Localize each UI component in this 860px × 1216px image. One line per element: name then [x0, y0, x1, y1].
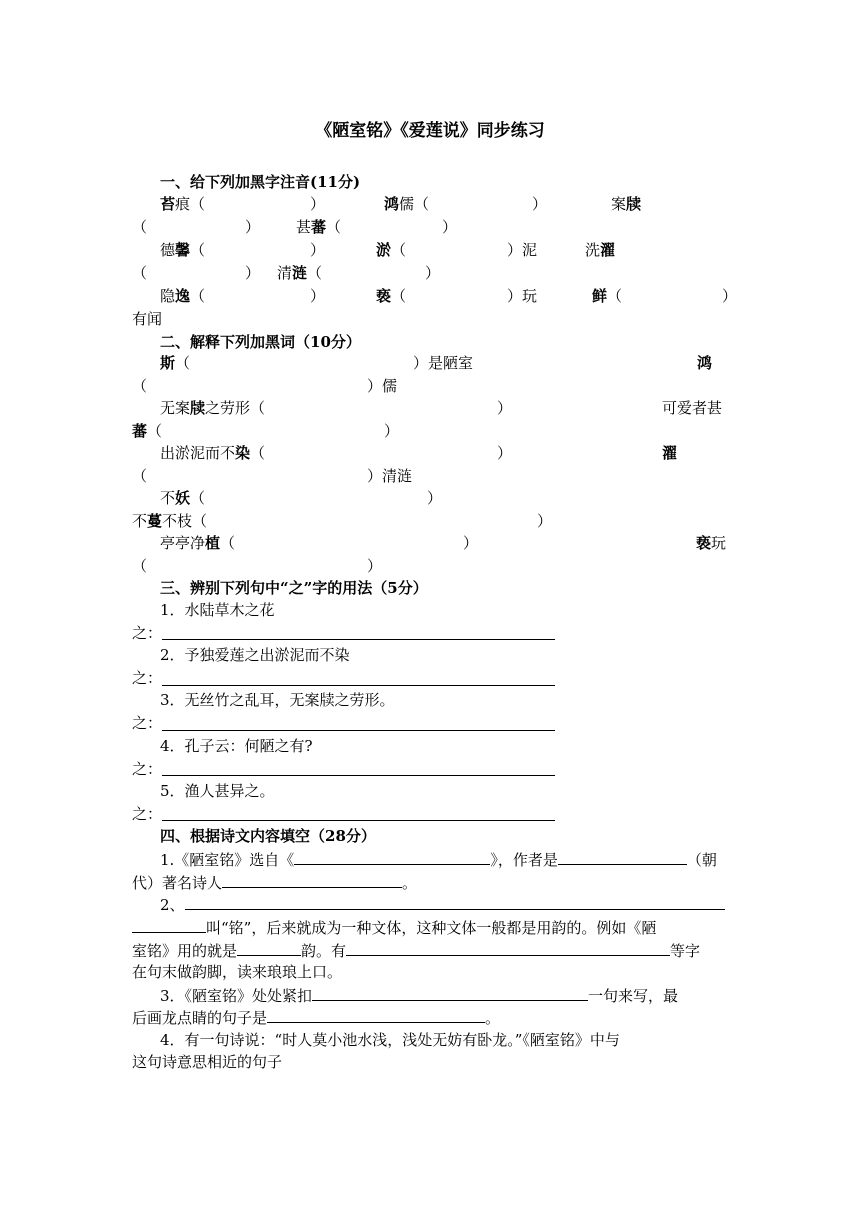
s1-row1: 苔痕（ [160, 195, 206, 213]
blank[interactable] [267, 1007, 485, 1023]
s3-item-4: 4．孔子云：何陋之有? [160, 737, 313, 755]
blank[interactable] [222, 872, 402, 888]
paren: （ [132, 218, 148, 236]
section-3-heading: 三、辨别下列句中“之”字的用法（5分） [160, 579, 428, 597]
blank[interactable] [185, 894, 725, 910]
paren: ） [442, 218, 458, 236]
s1-row1-c: 案牍 [611, 195, 642, 213]
text: ）清涟 [367, 467, 413, 485]
q2-line3: 室铭》用的就是 韵。有 等字 [132, 942, 701, 960]
s1-row3: 德馨（ [160, 241, 206, 259]
text: 亵玩 [696, 534, 727, 552]
s2-row3: 无案牍之劳形（ [160, 399, 266, 417]
paren: ） [310, 287, 326, 305]
s2-row1: 斯（ [160, 354, 191, 372]
answer-line[interactable] [162, 819, 555, 821]
q3-line2: 后画龙点睛的句子是 。 [132, 1009, 501, 1027]
q4-line1: 4．有一句诗说：“时人莫小池水浅，浅处无妨有卧龙。”《陋室铭》中与 [160, 1031, 620, 1049]
paren: ） [497, 399, 513, 417]
s1-row6: 有闻 [132, 310, 163, 328]
text: 可爱者甚 [662, 399, 723, 417]
q3-line1: 3．《陋室铭》处处紧扣 一句来写，最 [160, 987, 679, 1005]
s1-row3-c: 洗濯 [585, 241, 616, 259]
paren: ） [722, 287, 738, 305]
s3-item-5: 5．渔人甚异之。 [160, 782, 275, 800]
text: ）儒 [367, 377, 398, 395]
s1-row5: 隐逸（ [160, 287, 206, 305]
q2-line4: 在句末做韵脚，读来琅琅上口。 [132, 963, 343, 981]
answer-line[interactable] [162, 638, 555, 640]
paren: ）玩 [507, 287, 538, 305]
paren: （ [132, 377, 148, 395]
section-2-heading: 二、解释下列加黑词（10分） [160, 333, 361, 351]
s3-prefix: 之： [132, 760, 163, 778]
q2-line2: 叫“铭”，后来就成为一种文体，这种文体一般都是用韵的。例如《陋 [132, 917, 656, 938]
text: 濯 [662, 444, 678, 462]
q1-line1: 1.《陋室铭》选自《 》，作者是 （朝 [160, 851, 717, 869]
page-title: 《陋室铭》《爱莲说》同步练习 [315, 121, 545, 141]
s2-row8: 不蔓不枝（ [132, 512, 208, 530]
blank[interactable] [346, 940, 670, 956]
answer-line[interactable] [162, 774, 555, 776]
s1-row3-b: 淤（ [376, 241, 407, 259]
paren: ） [537, 512, 553, 530]
q2-line1: 2、 [160, 894, 725, 915]
s1-row1-b: 鸿儒（ [384, 195, 430, 213]
s2-row5: 出淤泥而不染（ [160, 444, 266, 462]
s2-row4: 蕃（ [132, 422, 163, 440]
s2-row7: 不妖（ [160, 489, 206, 507]
s3-item-2: 2．予独爱莲之出淤泥而不染 [160, 646, 350, 664]
paren: ） [463, 534, 479, 552]
s3-prefix: 之： [132, 669, 163, 687]
paren: ） [310, 195, 326, 213]
s1-row4-b: 清涟（ [277, 264, 323, 282]
text: 鸿 [697, 354, 713, 372]
blank[interactable] [132, 917, 206, 933]
s1-row5-b: 亵（ [376, 287, 407, 305]
paren: （ [132, 264, 148, 282]
answer-line[interactable] [162, 729, 555, 731]
s3-prefix: 之： [132, 714, 163, 732]
s3-item-1: 1．水陆草木之花 [160, 601, 275, 619]
paren: ） [427, 489, 443, 507]
blank[interactable] [558, 849, 687, 865]
q4-line2: 这句诗意思相近的句子 [132, 1053, 283, 1071]
section-1-heading: 一、给下列加黑字注音(11分) [160, 173, 361, 191]
paren: ） [497, 444, 513, 462]
paren: （ [132, 467, 148, 485]
s3-prefix: 之： [132, 624, 163, 642]
section-4-heading: 四、根据诗文内容填空（28分） [160, 827, 376, 845]
paren: （ [132, 557, 148, 575]
s3-prefix: 之： [132, 805, 163, 823]
s1-row5-c: 鲜（ [592, 287, 623, 305]
paren: ） [384, 422, 400, 440]
s3-item-3: 3．无丝竹之乱耳，无案牍之劳形。 [160, 691, 395, 709]
paren: ） [367, 557, 383, 575]
paren: ） [245, 264, 261, 282]
s1-row2-b: 甚蕃（ [296, 218, 342, 236]
blank[interactable] [237, 940, 301, 956]
paren: ） [245, 218, 261, 236]
text: ）是陋室 [413, 354, 474, 372]
s2-row9: 亭亭净植（ [160, 534, 236, 552]
blank[interactable] [312, 985, 588, 1001]
paren: ）泥 [507, 241, 538, 259]
paren: ） [532, 195, 548, 213]
answer-line[interactable] [162, 684, 555, 686]
blank[interactable] [294, 849, 490, 865]
paren: ） [310, 241, 326, 259]
q1-line2: 代）著名诗人 。 [132, 874, 418, 892]
paren: ） [425, 264, 441, 282]
